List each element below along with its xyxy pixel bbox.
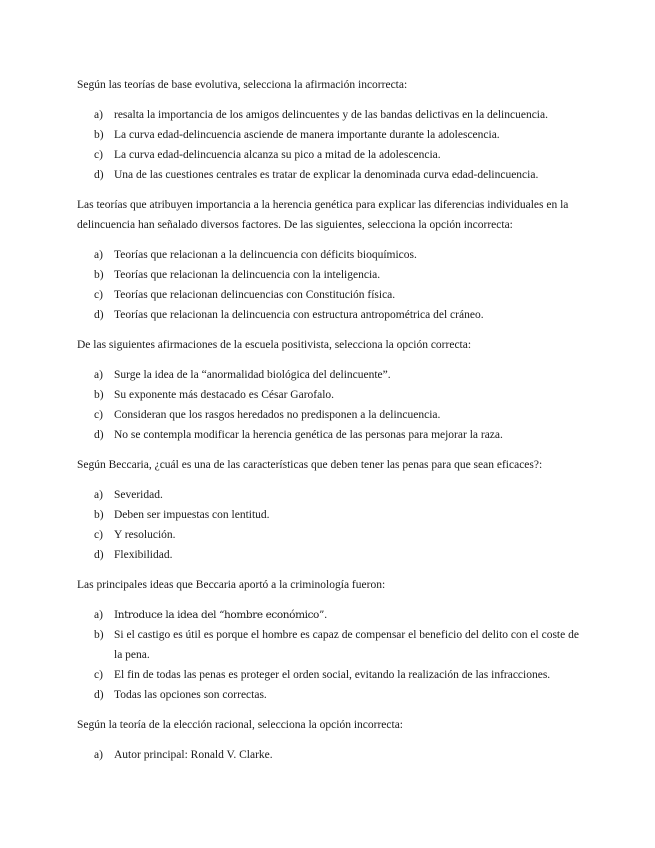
question-text: Según la teoría de la elección racional, selecciona la opción incorrecta: xyxy=(77,719,403,731)
option-letter: d) xyxy=(94,549,104,561)
option-letter: b) xyxy=(94,629,104,641)
option-text: Surge la idea de la “anormalidad biológica del delincuente”. xyxy=(114,369,391,381)
option-letter: a) xyxy=(94,369,103,381)
option-text: Y resolución. xyxy=(114,529,176,541)
option-item xyxy=(77,125,582,145)
option-item xyxy=(77,625,582,665)
option-letter: c) xyxy=(94,529,103,541)
option-item xyxy=(77,665,582,685)
option-letter: d) xyxy=(94,169,104,181)
option-text: Teorías que relacionan la delincuencia con estructura antropométrica del cráneo. xyxy=(114,309,484,321)
question-list xyxy=(77,75,582,775)
option-item xyxy=(77,265,582,285)
option-item xyxy=(77,365,582,385)
option-item xyxy=(77,305,582,325)
option-text: Teorías que relacionan la delincuencia con la inteligencia. xyxy=(114,269,381,281)
option-text: El fin de todas las penas es proteger el orden social, evitando la realización de las infracciones. xyxy=(114,669,551,681)
option-text: Su exponente más destacado es César Garofalo. xyxy=(114,389,335,401)
option-list xyxy=(77,245,582,325)
option-item xyxy=(77,385,582,405)
option-list xyxy=(77,745,582,765)
option-text: Introduce la idea del “hombre económico”. xyxy=(114,609,327,621)
option-text: Severidad. xyxy=(114,489,163,501)
option-letter: a) xyxy=(94,749,103,761)
option-letter: c) xyxy=(94,149,103,161)
option-list xyxy=(77,365,582,445)
option-letter: d) xyxy=(94,689,104,701)
option-text: Consideran que los rasgos heredados no predisponen a la delincuencia. xyxy=(114,409,441,421)
option-text: Teorías que relacionan a la delincuencia con déficits bioquímicos. xyxy=(114,249,417,261)
option-item xyxy=(77,405,582,425)
option-item xyxy=(77,685,582,705)
option-item xyxy=(77,505,582,525)
option-text: Una de las cuestiones centrales es tratar de explicar la denominada curva edad-delincuencia. xyxy=(114,169,539,181)
option-text: Si el castigo es útil es porque el hombre es capaz de compensar el beneficio del delito con el coste de la pena. xyxy=(114,629,579,661)
option-item xyxy=(77,425,582,445)
option-letter: c) xyxy=(94,409,103,421)
option-text: Flexibilidad. xyxy=(114,549,173,561)
option-letter: c) xyxy=(94,289,103,301)
option-list xyxy=(77,605,582,705)
option-letter: c) xyxy=(94,669,103,681)
option-text: La curva edad-delincuencia asciende de manera importante durante la adolescencia. xyxy=(114,129,500,141)
option-letter: d) xyxy=(94,429,104,441)
question-text: Las teorías que atribuyen importancia a la herencia genética para explicar las diferencias individuales en la delincuencia han señalado diversos factores. De las siguientes, selecciona la opción incorrecta: xyxy=(77,199,569,231)
option-item xyxy=(77,145,582,165)
option-letter: b) xyxy=(94,269,104,281)
option-item xyxy=(77,745,582,765)
option-text: Todas las opciones son correctas. xyxy=(114,689,267,701)
question-text: De las siguientes afirmaciones de la escuela positivista, selecciona la opción correcta: xyxy=(77,339,472,351)
option-letter: b) xyxy=(94,389,104,401)
option-letter: a) xyxy=(94,609,103,621)
option-list xyxy=(77,485,582,565)
option-letter: a) xyxy=(94,249,103,261)
option-item xyxy=(77,605,582,625)
option-item xyxy=(77,105,582,125)
option-text: La curva edad-delincuencia alcanza su pico a mitad de la adolescencia. xyxy=(114,149,441,161)
option-list xyxy=(77,105,582,185)
option-text: resalta la importancia de los amigos delincuentes y de las bandas delictivas en la delincuencia. xyxy=(114,109,548,121)
option-text: No se contempla modificar la herencia genética de las personas para mejorar la raza. xyxy=(114,429,503,441)
option-letter: d) xyxy=(94,309,104,321)
option-item xyxy=(77,165,582,185)
question-text: Según Beccaria, ¿cuál es una de las características que deben tener las penas para que sean eficaces?: xyxy=(77,459,543,471)
option-letter: b) xyxy=(94,509,104,521)
option-item xyxy=(77,245,582,265)
option-text: Deben ser impuestas con lentitud. xyxy=(114,509,270,521)
question-text: Según las teorías de base evolutiva, selecciona la afirmación incorrecta: xyxy=(77,79,408,91)
option-item xyxy=(77,525,582,545)
option-letter: b) xyxy=(94,129,104,141)
option-text: Teorías que relacionan delincuencias con Constitución física. xyxy=(114,289,396,301)
option-letter: a) xyxy=(94,489,103,501)
option-letter: a) xyxy=(94,109,103,121)
option-item xyxy=(77,285,582,305)
question-text: Las principales ideas que Beccaria aportó a la criminología fueron: xyxy=(77,579,386,591)
option-item xyxy=(77,485,582,505)
option-text: Autor principal: Ronald V. Clarke. xyxy=(114,749,273,761)
option-item xyxy=(77,545,582,565)
